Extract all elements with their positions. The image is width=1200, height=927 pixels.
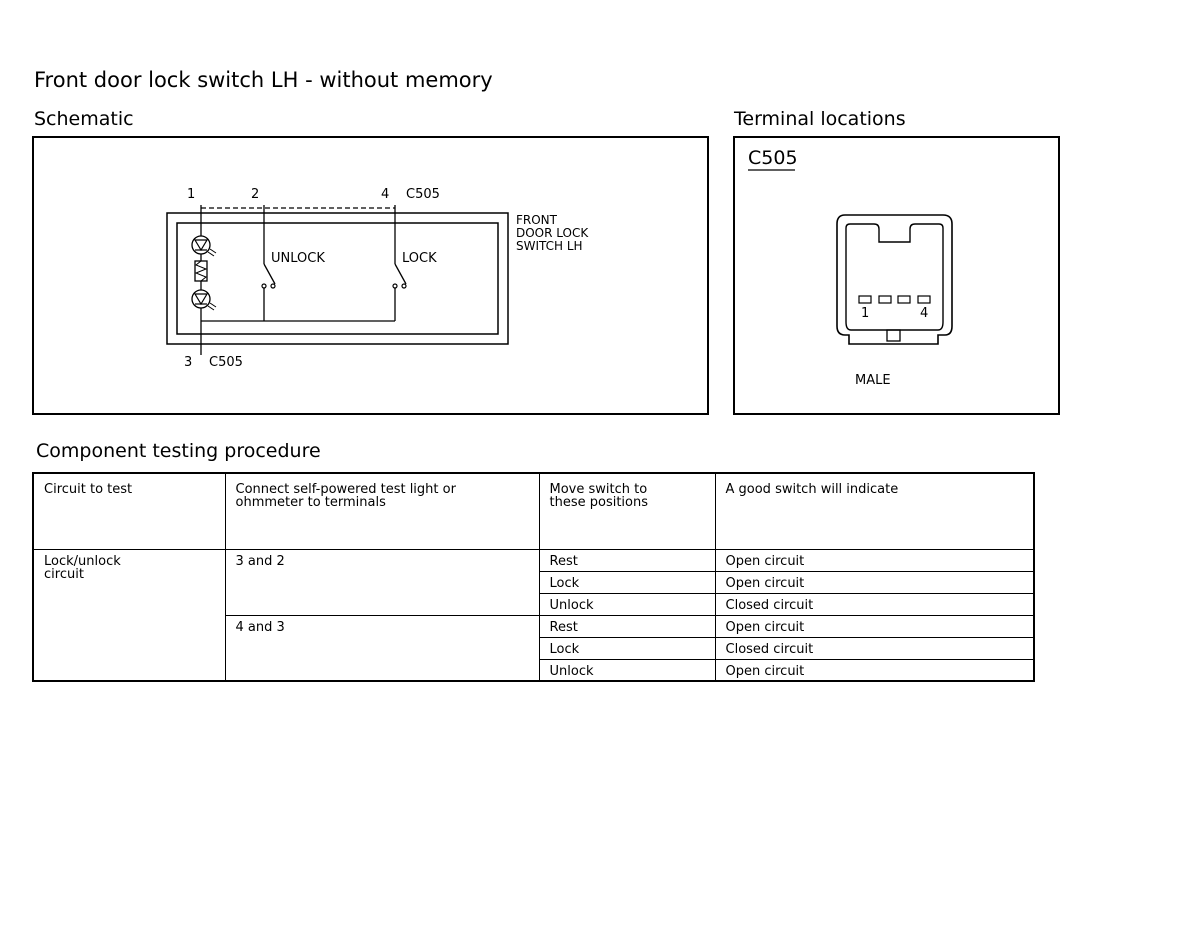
connector-label-top: C505 (406, 187, 440, 202)
pin-number-first: 1 (861, 306, 870, 321)
testing-table (32, 472, 1035, 682)
terminal-pin (918, 296, 930, 303)
testing-heading: Component testing procedure (36, 440, 321, 462)
connector-gender: MALE (855, 373, 891, 388)
position-cell: Unlock (539, 659, 715, 681)
result-cell: Open circuit (715, 571, 1034, 593)
unlock-label: UNLOCK (271, 251, 325, 266)
component-label-line: DOOR LOCK (516, 226, 589, 240)
column-header: Connect self-powered test light or ohmmeter to terminals (225, 473, 539, 549)
page-title: Front door lock switch LH - without memory (34, 68, 493, 92)
result-cell: Closed circuit (715, 637, 1034, 659)
table-header-row (33, 473, 1034, 549)
terminal-heading: Terminal locations (734, 108, 906, 130)
terminal-pin (879, 296, 891, 303)
column-header: Move switch to these positions (539, 473, 715, 549)
lock-switch-symbol (393, 264, 406, 288)
switch-housing-outline (167, 213, 508, 344)
schematic-panel (32, 136, 709, 415)
result-cell: Closed circuit (715, 593, 1034, 615)
terminal-pin (859, 296, 871, 303)
terminal-panel (733, 136, 1060, 415)
component-label-line: FRONT (516, 213, 557, 227)
pin-label-4: 4 (381, 187, 390, 202)
column-header: Circuit to test (33, 473, 225, 549)
table-row (33, 549, 1034, 571)
resistor-icon (195, 261, 207, 281)
position-cell: Rest (539, 549, 715, 571)
pin-label-2: 2 (251, 187, 260, 202)
switch-housing-inner (177, 223, 498, 334)
result-cell: Open circuit (715, 549, 1034, 571)
connector-latch (887, 330, 900, 341)
position-cell: Lock (539, 637, 715, 659)
terminals-cell: 3 and 2 (225, 549, 539, 615)
pin-label-1: 1 (187, 187, 196, 202)
connector-label-bottom: C505 (209, 355, 243, 370)
connector-housing-outline (837, 215, 952, 344)
schematic-diagram (34, 138, 707, 413)
connector-id: C505 (748, 147, 798, 169)
result-cell: Open circuit (715, 615, 1034, 637)
led-icon (192, 236, 216, 256)
pin-number-last: 4 (920, 306, 929, 321)
column-header: A good switch will indicate (715, 473, 1034, 549)
position-cell: Lock (539, 571, 715, 593)
circuit-cell: Lock/unlock circuit (33, 549, 225, 681)
connector-diagram (735, 138, 1058, 413)
unlock-switch-symbol (262, 264, 275, 288)
component-label-line: SWITCH LH (516, 239, 583, 253)
led-icon (192, 290, 216, 310)
lock-label: LOCK (402, 251, 437, 266)
terminal-pin (898, 296, 910, 303)
position-cell: Rest (539, 615, 715, 637)
position-cell: Unlock (539, 593, 715, 615)
schematic-heading: Schematic (34, 108, 134, 130)
pin-label-3: 3 (184, 355, 193, 370)
result-cell: Open circuit (715, 659, 1034, 681)
terminals-cell: 4 and 3 (225, 615, 539, 681)
